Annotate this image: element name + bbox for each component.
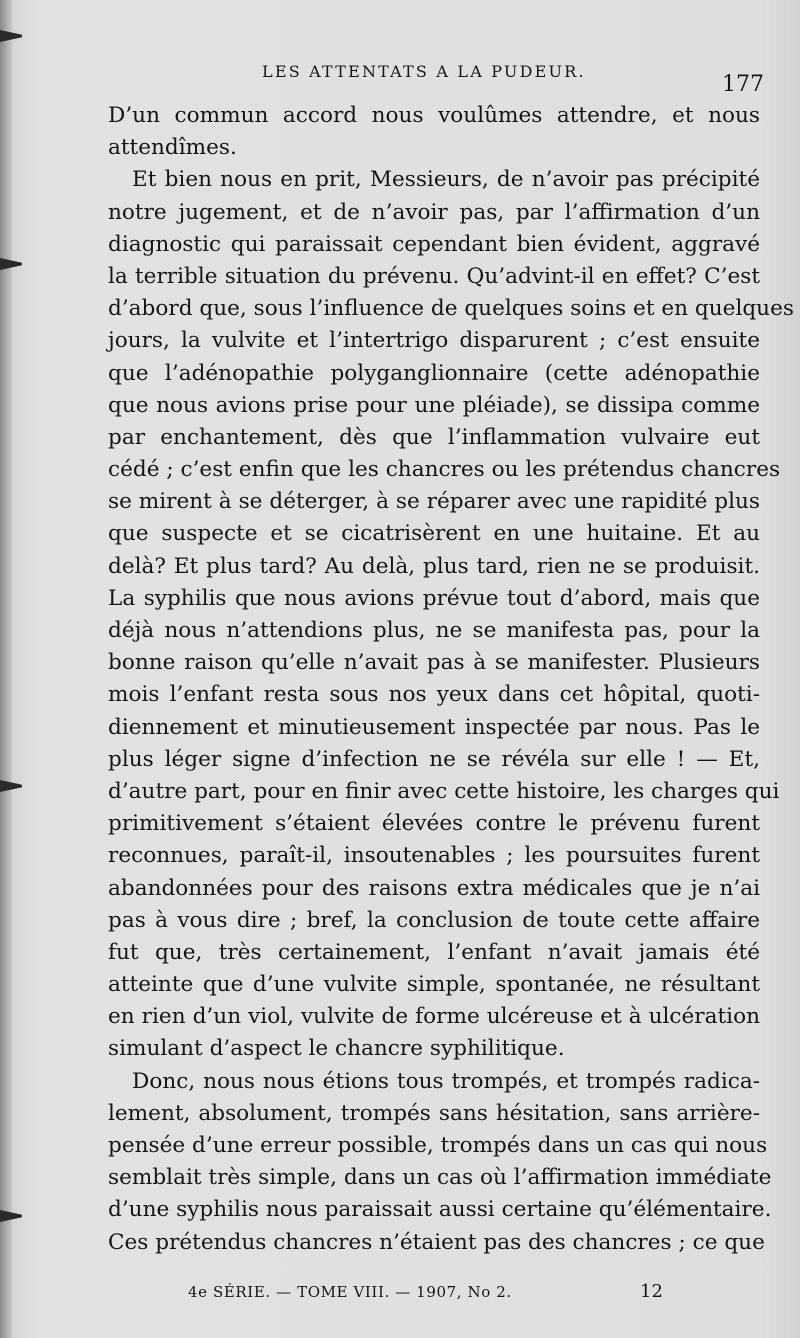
text-line: par enchantement, dès que l’inflammation vulvaire eut: [108, 424, 760, 450]
text-line: La syphilis que nous avions prévue tout d’abord, mais que: [108, 585, 760, 611]
footer-sheet-number: 12: [640, 1281, 663, 1302]
page-spine-shadow: [0, 0, 12, 1338]
text-line: abandonnées pour des raisons extra médicales que je n’ai: [108, 875, 760, 901]
body-text: [108, 100, 794, 1259]
text-line: la terrible situation du prévenu. Qu’advint-il en effet? C’est: [108, 263, 760, 289]
text-line: diennement et minutieusement inspectée par nous. Pas le: [108, 714, 760, 740]
text-line: déjà nous n’attendions plus, ne se manifesta pas, pour la: [108, 618, 760, 643]
text-line: lement, absolument, trompés sans hésitation, sans arrière-: [108, 1100, 760, 1126]
text-line: plus léger signe d’infection ne se révéla sur elle ! — Et,: [108, 746, 760, 772]
text-line: que l’adénopathie polyganglionnaire (cette adénopathie: [108, 360, 760, 386]
text-line: notre jugement, et de n’avoir pas, par l’affirmation d’un: [108, 199, 760, 225]
text-line: pensée d’une erreur possible, trompés dans un cas qui nous: [108, 1133, 768, 1158]
text-line: que suspecte et se cicatrisèrent en une huitaine. Et au: [108, 521, 760, 547]
text-line: mois l’enfant resta sous nos yeux dans cet hôpital, quoti-: [108, 682, 760, 708]
text-line: Donc, nous nous étions tous trompés, et trompés radica-: [132, 1068, 760, 1094]
text-line: cédé ; c’est enfin que les chancres ou les prétendus chancres: [108, 457, 781, 483]
text-line: d’abord que, sous l’influence de quelques soins et en quelques: [108, 296, 794, 322]
text-line: delà? Et plus tard? Au delà, plus tard, rien ne se produisit.: [108, 553, 760, 579]
text-line: primitivement s’étaient élevées contre le prévenu furent: [108, 811, 760, 837]
footer-signature: 4e SÉRIE. — TOME VIII. — 1907, No 2.: [188, 1283, 512, 1301]
text-line: en rien d’un viol, vulvite de forme ulcéreuse et à ulcération: [108, 1004, 760, 1030]
text-line: atteinte que d’une vulvite simple, spontanée, ne résultant: [108, 972, 760, 998]
text-line: d’autre part, pour en finir avec cette histoire, les charges qui: [108, 778, 780, 804]
text-line: que nous avions prise pour une pléiade), se dissipa comme: [108, 392, 760, 418]
text-line: fut que, très certainement, l’enfant n’avait jamais été: [108, 939, 760, 965]
page-number: 177: [722, 72, 764, 97]
text-line: d’une syphilis nous paraissait aussi certaine qu’élémentaire.: [108, 1197, 772, 1223]
text-line: Et bien nous en prit, Messieurs, de n’avoir pas précipité: [132, 167, 760, 193]
text-line: semblait très simple, dans un cas où l’affirmation immédiate: [108, 1165, 772, 1191]
text-line: jours, la vulvite et l’intertrigo disparurent ; c’est ensuite: [108, 328, 760, 354]
text-line: reconnues, paraît-il, insoutenables ; les poursuites furent: [108, 843, 760, 869]
text-line: simulant d’aspect le chancre syphilitique.: [108, 1036, 565, 1062]
running-title: LES ATTENTATS A LA PUDEUR.: [262, 62, 586, 81]
text-line: attendîmes.: [108, 135, 237, 161]
text-line: Ces prétendus chancres n’étaient pas des chancres ; ce que: [108, 1229, 765, 1255]
text-line: pas à vous dire ; bref, la conclusion de toute cette affaire: [108, 907, 760, 933]
text-line: bonne raison qu’elle n’avait pas à se manifester. Plusieurs: [108, 650, 760, 676]
text-line: se mirent à se déterger, à se réparer avec une rapidité plus: [108, 489, 760, 515]
text-line: D’un commun accord nous voulûmes attendre, et nous: [108, 103, 760, 128]
text-line: diagnostic qui paraissait cependant bien évident, aggravé: [108, 231, 760, 257]
